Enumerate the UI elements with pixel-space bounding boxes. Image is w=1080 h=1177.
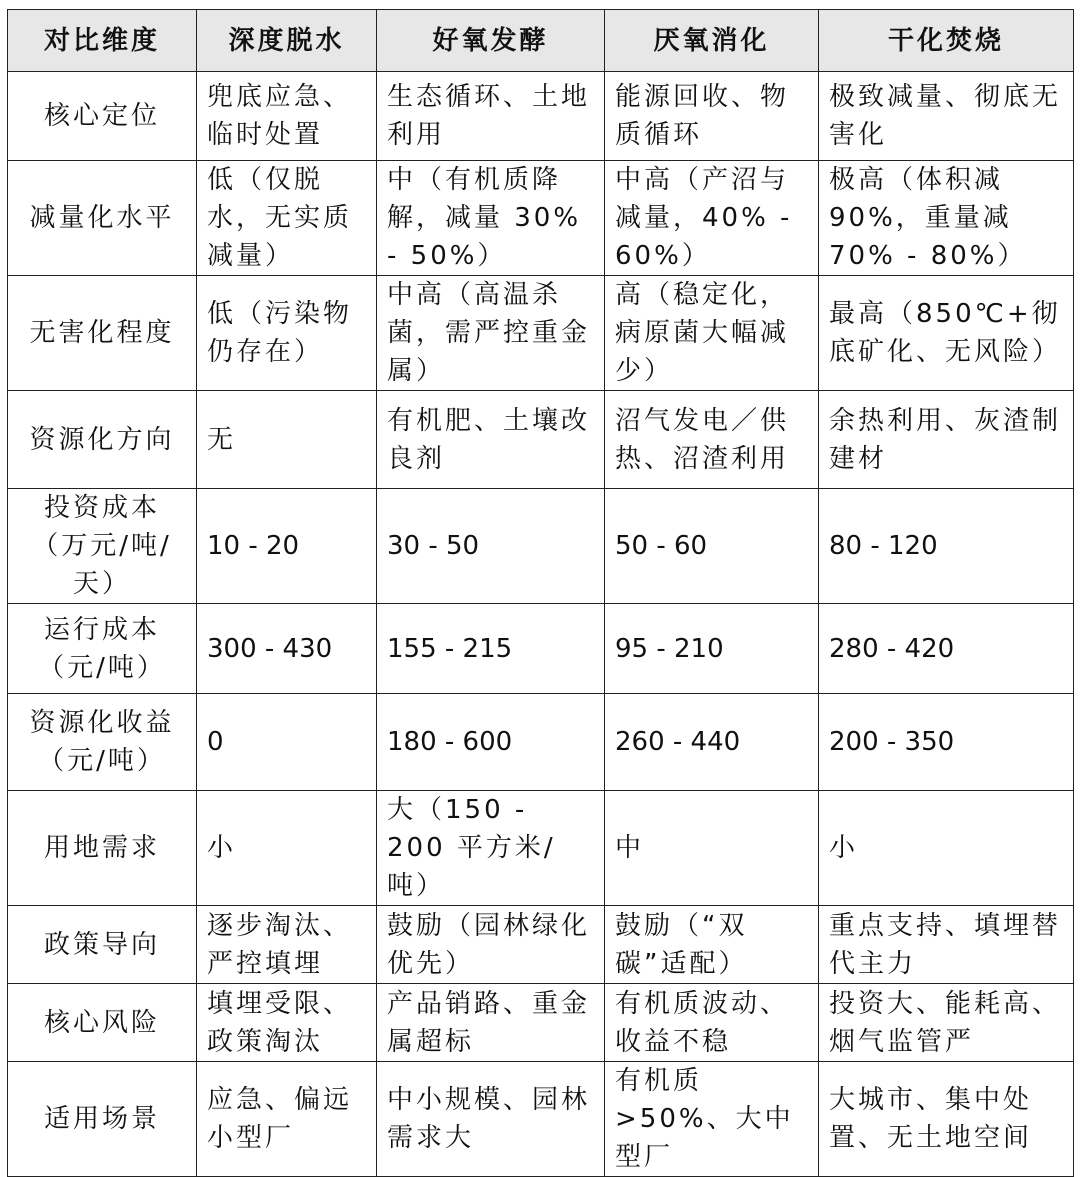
row-label: 政策导向 <box>8 906 197 984</box>
table-cell: 鼓励（园林绿化优先） <box>377 906 605 984</box>
table-cell: 180 - 600 <box>377 694 605 791</box>
table-cell: 中高（高温杀菌，需严控重金属） <box>377 276 605 391</box>
table-row <box>8 984 1074 1062</box>
table-cell: 极高（体积减 90%，重量减 70% - 80%） <box>819 161 1074 276</box>
table-cell: 极致减量、彻底无害化 <box>819 72 1074 161</box>
table-cell: 有机质波动、收益不稳 <box>605 984 819 1062</box>
table-cell: 无 <box>197 391 377 489</box>
table-cell: 投资大、能耗高、烟气监管严 <box>819 984 1074 1062</box>
row-label: 运行成本（元/吨） <box>8 604 197 694</box>
table-row <box>8 1062 1074 1177</box>
table-cell: 余热利用、灰渣制建材 <box>819 391 1074 489</box>
table-row <box>8 791 1074 906</box>
table-cell: 小 <box>819 791 1074 906</box>
header-anaerobic-digestion: 厌氧消化 <box>605 10 819 72</box>
header-deep-dewatering: 深度脱水 <box>197 10 377 72</box>
table-cell: 中（有机质降解，减量 30% - 50%） <box>377 161 605 276</box>
table-cell: 沼气发电／供热、沼渣利用 <box>605 391 819 489</box>
table-cell: 50 - 60 <box>605 489 819 604</box>
table-cell: 小 <box>197 791 377 906</box>
table-row <box>8 694 1074 791</box>
table-row <box>8 276 1074 391</box>
table-cell: 生态循环、土地利用 <box>377 72 605 161</box>
table-cell: 应急、偏远小型厂 <box>197 1062 377 1177</box>
table-cell: 逐步淘汰、严控填埋 <box>197 906 377 984</box>
row-label: 资源化方向 <box>8 391 197 489</box>
table-cell: 30 - 50 <box>377 489 605 604</box>
row-label: 核心定位 <box>8 72 197 161</box>
table-cell: 有机肥、土壤改良剂 <box>377 391 605 489</box>
table-cell: 中 <box>605 791 819 906</box>
table-row <box>8 906 1074 984</box>
table-cell: 中小规模、园林需求大 <box>377 1062 605 1177</box>
table-cell: 280 - 420 <box>819 604 1074 694</box>
table-cell: 10 - 20 <box>197 489 377 604</box>
table-row <box>8 391 1074 489</box>
table-row <box>8 161 1074 276</box>
row-label: 适用场景 <box>8 1062 197 1177</box>
table-cell: 有机质>50%、大中型厂 <box>605 1062 819 1177</box>
row-label: 资源化收益（元/吨） <box>8 694 197 791</box>
header-row <box>8 10 1074 72</box>
table-cell: 兜底应急、临时处置 <box>197 72 377 161</box>
header-dimension: 对比维度 <box>8 10 197 72</box>
table-cell: 大城市、集中处置、无土地空间 <box>819 1062 1074 1177</box>
table-cell: 300 - 430 <box>197 604 377 694</box>
row-label: 无害化程度 <box>8 276 197 391</box>
table-cell: 填埋受限、政策淘汰 <box>197 984 377 1062</box>
table-row <box>8 489 1074 604</box>
table-row <box>8 72 1074 161</box>
table-row <box>8 604 1074 694</box>
table-cell: 重点支持、填埋替代主力 <box>819 906 1074 984</box>
row-label: 减量化水平 <box>8 161 197 276</box>
row-label: 核心风险 <box>8 984 197 1062</box>
table-cell: 产品销路、重金属超标 <box>377 984 605 1062</box>
table-cell: 高（稳定化，病原菌大幅减少） <box>605 276 819 391</box>
table-cell: 155 - 215 <box>377 604 605 694</box>
table-cell: 0 <box>197 694 377 791</box>
table-cell: 低（仅脱水，无实质减量） <box>197 161 377 276</box>
row-label: 投资成本（万元/吨/天） <box>8 489 197 604</box>
table-cell: 80 - 120 <box>819 489 1074 604</box>
row-label: 用地需求 <box>8 791 197 906</box>
table-cell: 大（150 - 200 平方米/吨） <box>377 791 605 906</box>
table-cell: 鼓励（“双碳”适配） <box>605 906 819 984</box>
table-cell: 260 - 440 <box>605 694 819 791</box>
header-drying-incineration: 干化焚烧 <box>819 10 1074 72</box>
header-aerobic-fermentation: 好氧发酵 <box>377 10 605 72</box>
table-cell: 200 - 350 <box>819 694 1074 791</box>
table-cell: 能源回收、物质循环 <box>605 72 819 161</box>
table-cell: 低（污染物仍存在） <box>197 276 377 391</box>
comparison-table <box>7 9 1074 1177</box>
table-cell: 最高（850℃+彻底矿化、无风险） <box>819 276 1074 391</box>
table-cell: 中高（产沼与减量，40% - 60%） <box>605 161 819 276</box>
table-cell: 95 - 210 <box>605 604 819 694</box>
